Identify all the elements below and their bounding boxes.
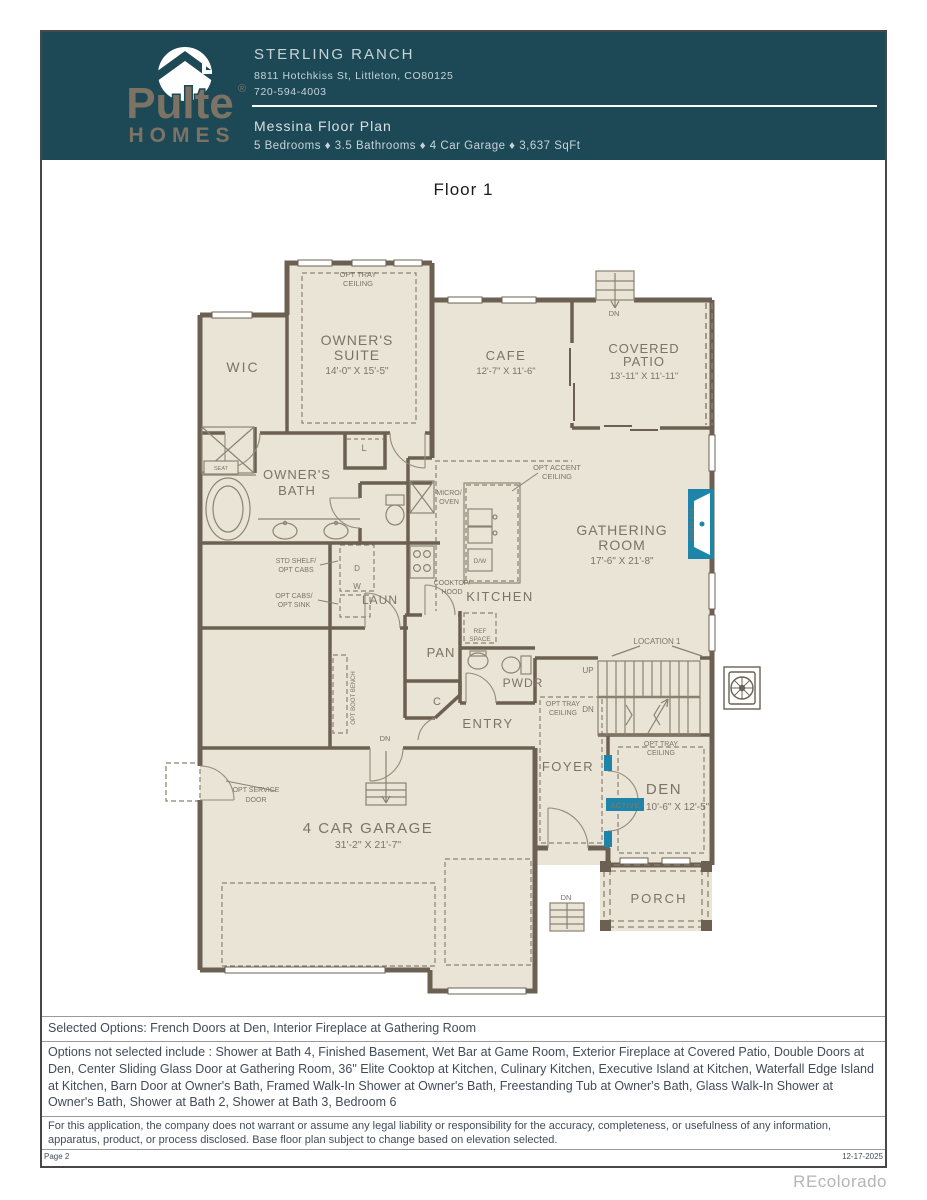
kitchen-label: KITCHEN [466, 589, 534, 604]
den-tray-label-2: CEILING [646, 750, 676, 757]
laundry-label: LAUN [361, 593, 399, 607]
micro-oven-label-2: OVEN [439, 499, 459, 506]
patio-label-2: PATIO [622, 354, 666, 369]
fireplace-feature [688, 489, 714, 559]
den-label: DEN [645, 781, 683, 798]
owners-bath-label-2: BATH [278, 483, 316, 498]
gathering-label-1: GATHERING [576, 522, 668, 538]
page-number: Page 2 [44, 1152, 70, 1161]
cafe-label: CAFE [485, 348, 527, 363]
disclaimer-text: For this application, the company does not warrant or assume any legal liability or responsibility for the accuracy, completeness, or usefulness of any information, apparatus, product, or process disclosed. Base floor plan subject to change based on elevation selected. [48, 1120, 832, 1147]
seat-label: SEAT [214, 466, 228, 472]
washer-label: W [353, 582, 361, 591]
linen-label: L [361, 443, 367, 453]
gathering-label-2: ROOM [598, 537, 646, 553]
den-dims: 10'-6" X 12'-5" [646, 802, 710, 813]
options-not-selected-text: Options not selected include : Shower at Bath 4, Finished Basement, Wet Bar at Game Room, Exterior Fireplace at Covered Patio, Double Doors at Den, Center Sliding Glass Door at Gathering Room, 36" Elite Cooktop at Kitchen, Culinary Kitchen, Executive Island at Kitchen, Waterfall Edge Island at Kitchen, Barn Door at Owner's Bath, Framed Walk-In Shower at Owner's Bath, Freestanding Tub at Owner's Bath, Glass Walk-In Shower at Owner's Bath, Shower at Bath 2, Shower at Bath 3, Bedroom 6 [48, 1045, 874, 1110]
foyer-label: FOYER [541, 759, 595, 774]
floorplan-drawing [148, 228, 780, 1028]
pulte-logo-graphic [100, 40, 270, 152]
porch-dn-label: DN [560, 893, 572, 902]
garage-dims: 31'-2" X 21'-7" [334, 839, 402, 851]
gathering-dims: 17'-6" X 21'-8" [590, 556, 654, 567]
community-phone: 720-594-4003 [254, 86, 327, 98]
wic-label: WIC [226, 359, 260, 375]
dryer-label: D [354, 564, 360, 573]
footer-rule-3 [42, 1116, 885, 1117]
owners-bath-label-1: OWNER'S [263, 467, 331, 482]
stairs-up-label: UP [582, 666, 594, 675]
active-option-label: ACTIVE [610, 801, 640, 810]
logo-registered-mark: ® [237, 83, 247, 95]
floor-title: Floor 1 [433, 180, 494, 199]
suite-tray-label-2: CEILING [342, 279, 374, 288]
cooktop-label-2: HOOD [441, 589, 463, 596]
selected-options-text: Selected Options: French Doors at Den, Interior Fireplace at Gathering Room [48, 1021, 476, 1035]
patio-dn-label: DN [608, 309, 620, 318]
community-name: STERLING RANCH [254, 46, 415, 63]
std-shelf-label-1: STD SHELF/ [275, 558, 317, 565]
std-shelf-label-2: OPT CABS [278, 567, 314, 574]
footer-rule-4 [42, 1149, 885, 1150]
entry-label: ENTRY [462, 716, 514, 731]
furnace-fan-icon [724, 667, 760, 709]
patio-dims: 13'-11" X 11'-11" [609, 371, 679, 382]
porch-label: PORCH [630, 891, 688, 906]
community-address: 8811 Hotchkiss St, Littleton, CO80125 [254, 70, 454, 82]
ref-space-label-1: REF [473, 628, 487, 635]
plan-specs: 5 Bedrooms ♦ 3.5 Bathrooms ♦ 4 Car Garage ♦ 3,637 SqFt [254, 140, 581, 152]
logo-brand-text: Pulte [126, 79, 234, 128]
owners-suite-label-1: OWNER'S [320, 332, 394, 348]
header-divider [252, 105, 877, 107]
recolorado-watermark: REcolorado [793, 1172, 887, 1191]
service-door-label-1: OPT SERVICE [232, 787, 280, 794]
cooktop-label-1: COOKTOP/ [433, 580, 471, 587]
pulte-homes-logo [100, 40, 270, 152]
foyer-tray-label-2: CEILING [548, 710, 578, 717]
service-door-label-2: DOOR [245, 797, 267, 804]
accent-ceiling-label-2: CEILING [541, 472, 573, 481]
boot-bench-label: OPT BOOT BENCH [351, 671, 357, 725]
header-band [42, 32, 885, 160]
patio-label-1: COVERED [608, 341, 680, 356]
footer-rule-1 [42, 1016, 885, 1017]
pantry-label: PAN [426, 645, 456, 660]
micro-oven-label-1: MICRO/ [436, 490, 462, 497]
entry-dn-label: DN [379, 734, 391, 743]
accent-ceiling-label-1: OPT ACCENT [533, 463, 581, 472]
fireplace-label: FIREPLACE [690, 507, 696, 541]
dishwasher-label: D/W [473, 558, 487, 565]
location-label: LOCATION 1 [633, 637, 681, 646]
closet-label: C [433, 696, 441, 708]
plan-name: Messina Floor Plan [254, 118, 392, 134]
foyer-tray-label-1: OPT TRAY [545, 701, 581, 708]
stairs-dn-label: DN [582, 705, 594, 714]
garage-label: 4 CAR GARAGE [302, 820, 434, 837]
opt-cabs-label-2: OPT SINK [277, 602, 311, 609]
den-tray-label-1: OPT TRAY [643, 741, 679, 748]
owners-suite-label-2: SUITE [333, 347, 381, 363]
suite-tray-label-1: OPT TRAY [339, 270, 377, 279]
logo-homes-text: HOMES [128, 124, 236, 147]
footer-date: 12-17-2025 [842, 1152, 883, 1161]
opt-cabs-label-1: OPT CABS/ [275, 593, 313, 600]
ref-space-label-2: SPACE [469, 636, 491, 643]
powder-label: PWDR [502, 676, 544, 690]
cafe-dims: 12'-7" X 11'-6" [476, 366, 536, 377]
owners-suite-dims: 14'-0" X 15'-5" [325, 366, 389, 377]
footer-rule-2 [42, 1041, 885, 1042]
